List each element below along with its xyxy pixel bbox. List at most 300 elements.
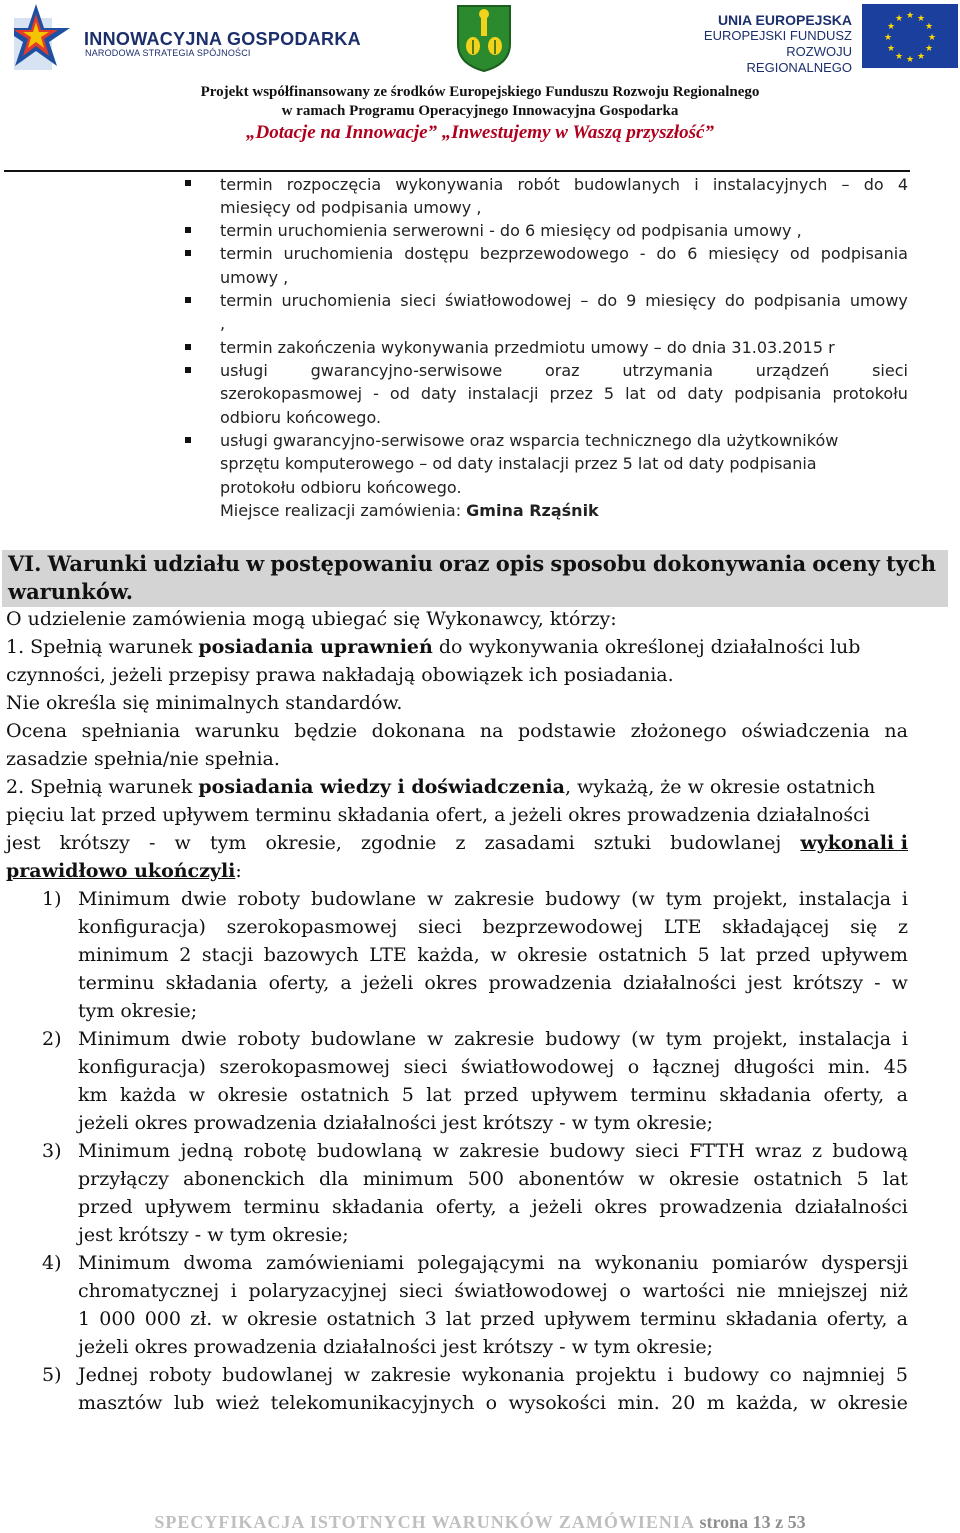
word: każda [119,1084,177,1106]
word: okres [594,1196,648,1218]
no-minimum-standards: Nie określa się minimalnych standardów. [6,692,403,714]
bullet-marker [185,180,191,186]
place-label: Miejsce realizacji zamówienia: [220,501,467,520]
word: oceny [812,551,880,576]
svg-text:★: ★ [905,11,915,21]
word: Jednej [78,1364,139,1386]
word: zgodnie [361,832,437,854]
word: Minimum [78,1028,171,1050]
word: konfiguracja) [78,916,206,938]
footer-label: SPECYFIKACJA ISTOTNYCH WARUNKÓW ZAMÓWIENIA [154,1512,700,1532]
ig-star-icon [14,4,72,70]
c2-pre: 2. Spełnią warunek [6,776,199,798]
list-item-number: 5) [42,1364,62,1386]
word: na [884,720,908,742]
word: przed [463,1084,519,1106]
word: z [897,916,908,938]
word: 000 [99,1308,136,1330]
word: abonenckich [183,1168,305,1190]
bullet-6-line-3: odbioru końcowego. [220,408,382,427]
word: 20 [671,1392,696,1414]
word: przed [755,944,811,966]
word: 3 [424,1308,437,1330]
c1-post: do wykonywania określonej działalności lub [432,636,861,658]
word: jest [6,832,41,854]
word: minimum [362,1168,454,1190]
eu-label-line2: EUROPEJSKI FUNDUSZ [703,28,852,43]
word: okresie [517,944,588,966]
bullet-6-line-2 [220,384,908,403]
word: bezprzewodowej [482,916,644,938]
word: termin [220,291,273,310]
word: zasadami [484,832,575,854]
word: okres [424,972,478,994]
list-item-5-line [78,1392,908,1414]
word: 000 [144,1308,181,1330]
word: i [901,888,908,910]
word: upływem [821,944,908,966]
word: niż [879,1280,908,1302]
word: instalacja [798,1028,892,1050]
list-item-4-line: jeżeli okres prowadzenia działalności jest krótszy - w tym okresie; [78,1336,714,1358]
header-divider [4,170,910,172]
word: dokonana [371,720,466,742]
word: o [619,1280,631,1302]
bullet-marker [185,297,191,303]
word: w [426,888,444,910]
svg-text:★: ★ [894,14,904,24]
word: wykonywania [395,175,504,194]
word: sieci [400,291,437,310]
condition-2-line-1 [6,776,875,798]
section-heading-line-2: warunków. [8,579,134,604]
word: ostatnich [300,1084,390,1106]
word: sztuki [593,832,652,854]
word: LTE [369,944,407,966]
word: łącznej [652,1056,721,1078]
bullet-4-line-1 [220,291,908,310]
word: okresie [668,1168,740,1190]
word: tym [665,1028,702,1050]
word: budowlanych [573,175,681,194]
word: konfiguracja) [78,1056,206,1078]
project-line-2: w ramach Programu Operacyjnego Innowacyjna Gospodarka [281,103,679,119]
word: Minimum [78,1252,171,1274]
word: od [656,384,677,403]
list-item-2-line [78,1056,908,1078]
assessment-line-1 [6,720,908,742]
word: krótszy [792,972,864,994]
word: terminu [78,972,155,994]
word: roboty [149,1364,212,1386]
word: dyspersji [821,1252,908,1274]
word: podpisania [820,244,908,263]
word: zakresie [370,1364,451,1386]
word: wartości [642,1280,725,1302]
word: 500 [467,1168,504,1190]
bullet-5: termin zakończenia wykonywania przedmiotu umowy – do dnia 31.03.2015 r [220,338,835,357]
list-item-4-line [78,1280,908,1302]
word: warunku [194,720,280,742]
word: jest [747,972,782,994]
word: sposobu [550,551,647,576]
word: Minimum [78,888,171,910]
word: - [874,972,881,994]
page-number: strona 13 z 53 [699,1512,806,1532]
word: 5 [603,384,615,403]
svg-text:★: ★ [916,14,926,24]
word: utrzymania [622,361,713,380]
word: daty [420,384,457,403]
word: a [896,1084,908,1106]
word: oferty, [823,1084,885,1106]
word: terminu [639,1308,717,1330]
word: spełniania [81,720,181,742]
eu-flag-icon [862,4,958,68]
bullet-1-line-1 [220,175,908,194]
word: w [809,1392,827,1414]
word: składania [719,1084,812,1106]
bullet-3-line-2: umowy , [220,268,289,287]
word: i [667,1364,674,1386]
eu-label-line3: ROZWOJU REGIONALNEGO [746,44,852,75]
bullet-marker [185,250,191,256]
word: a [508,1196,520,1218]
word: bazowych [263,944,359,966]
list-item-1-line [78,888,908,910]
word: działalności [794,1196,908,1218]
word: VI. [8,551,42,576]
word: przed [78,1196,133,1218]
word: uruchomienia [283,244,394,263]
word: sieci [403,1056,448,1078]
word: mniejszej [777,1280,868,1302]
bullet-4-line-2: , [220,314,226,333]
c2-post: , wykażą, że w okresie ostatnich [564,776,876,798]
word: w [891,972,908,994]
word: opis [495,551,545,576]
word: oferty, [268,972,330,994]
word: składania [165,972,258,994]
word: okresie [217,1084,288,1106]
word: upływem [144,1196,232,1218]
ig-title: INNOWACYJNA GOSPODARKA [84,29,361,49]
bullet-2: termin uruchomienia serwerowni - do 6 miesięcy od podpisania umowy , [220,221,802,240]
place-of-realization [220,501,599,520]
word: dwie [180,1028,227,1050]
list-item-3-line [78,1196,908,1218]
list-item-number: 2) [42,1028,62,1050]
list-item-3-line [78,1140,908,1162]
word: lat [720,944,746,966]
word: termin [220,175,273,194]
svg-text:★: ★ [905,55,915,65]
list-item-4-line [78,1252,908,1274]
word: i [230,1280,237,1302]
word: gwarancyjno-serwisowe [310,361,503,380]
word: terminu [243,1196,320,1218]
word: na [479,720,504,742]
word: i [694,175,699,194]
condition-2-line-4 [6,860,242,882]
project-slogan: „Dotacje na Innowacje” „Inwestujemy w Waszą przyszłość” [245,122,714,143]
word: budowy [683,1364,759,1386]
c2-bold: posiadania wiedzy i doświadczenia [198,776,565,798]
word: oraz [544,361,580,380]
condition-1-line-1 [6,636,860,658]
word: instalacji [467,384,539,403]
word: km [78,1084,108,1106]
bullet-1-line-2: miesięcy od podpisania umowy , [220,198,482,217]
word: na [557,1252,582,1274]
word: składania [725,1308,818,1330]
word: robotę [243,1140,307,1162]
c1-bold: posiadania uprawnień [198,636,433,658]
word: jedną [180,1140,234,1162]
word: oświadczenia [741,720,870,742]
word: a [340,972,352,994]
word: Warunki [47,551,148,576]
word: światłowodowej [445,291,572,310]
word: miesięcy [708,244,780,263]
word: bezprzewodowego [479,244,629,263]
word: przez [549,384,593,403]
word: telekomunikacyjnych [270,1392,475,1414]
word: każda, [417,944,480,966]
municipality-crest-icon [456,4,512,72]
word: podstawie [518,720,617,742]
word: udziału [153,551,241,576]
word: polaryzacyjnej [248,1280,388,1302]
word: protokołu [832,384,908,403]
word: umowy [849,291,908,310]
word: od [389,384,410,403]
word: 45 [883,1056,908,1078]
place-value: Gmina Rząśnik [466,501,599,520]
word: przyłączy [78,1168,169,1190]
list-item-1-line: tym okresie; [78,1000,198,1022]
word: działalności [622,972,737,994]
word: dwie [180,888,227,910]
eu-label-line1: UNIA EUROPEJSKA [717,12,852,28]
word: rozpoczęcia [286,175,382,194]
word: lat [426,1084,452,1106]
word: lat [625,384,646,403]
word: budowy [549,1140,625,1162]
word: nie [736,1280,766,1302]
page-footer [0,1512,960,1533]
word: postępowaniu [270,551,433,576]
svg-text:★: ★ [927,33,937,43]
word: 5 [856,1168,869,1190]
ig-subtitle: NARODOWA STRATEGIA SPÓJNOŚCI [85,48,251,58]
svg-text:★: ★ [886,22,896,32]
condition-1-line-2: czynności, jeżeli przepisy prawa nakładają obowiązek ich posiadania. [6,664,674,686]
word: - [639,244,646,263]
word: do [863,175,884,194]
word: podpisania [753,291,841,310]
word: z [811,1140,822,1162]
word: 6 [687,244,698,263]
word: jeżeli [531,1196,583,1218]
word: dwoma [183,1252,253,1274]
word: składania [331,1196,424,1218]
word: okresie [246,1308,318,1330]
innowacyjna-gospodarka-logo [14,4,361,72]
word: od [789,244,810,263]
list-item-5-line [78,1364,908,1386]
list-item-1-line [78,916,908,938]
word: szerokopasmowej [219,1056,391,1078]
word: termin [220,244,273,263]
bullet-marker [185,227,191,233]
word: wykonania [461,1364,565,1386]
word: wysokości [508,1392,607,1414]
list-item-number: 4) [42,1252,62,1274]
c1-pre: 1. Spełnią warunek [6,636,199,658]
word: usługi [220,361,268,380]
list-item-3-line [78,1168,908,1190]
bullet-marker [185,367,191,373]
word: prowadzenia [659,1196,783,1218]
word: sieci [417,916,462,938]
word: światłowodowej [460,1056,615,1078]
word: chromatycznej [78,1280,220,1302]
word: budowy [545,888,621,910]
svg-text:★: ★ [916,52,926,62]
word: w [432,1140,449,1162]
word: LTE [663,916,702,938]
word: co [769,1364,792,1386]
word: okresie, [265,832,342,854]
word: składającej [722,916,830,938]
word: jeżeli [362,972,414,994]
word: roboty [237,1028,301,1050]
word: roboty [237,888,301,910]
word: wraz [754,1140,802,1162]
word: lat [882,1168,908,1190]
word: do [656,244,677,263]
word: zakresie [459,1140,540,1162]
word: budowy [545,1028,621,1050]
word: będzie [294,720,358,742]
word: o [485,1392,498,1414]
condition-2-line-3 [6,832,908,854]
word: 5 [895,1364,908,1386]
list-item-4-line [78,1308,908,1330]
word: 2 [179,944,192,966]
colon: : [235,860,242,882]
list-item-2-line [78,1028,908,1050]
word: (w [631,1028,655,1050]
word: z [455,832,466,854]
word: każda, [736,1392,799,1414]
word: instalacyjnych [712,175,828,194]
word: lat [445,1308,471,1330]
word: m [706,1392,725,1414]
word: projektu [575,1364,657,1386]
word: Minimum [78,1140,171,1162]
word: okresie [837,1392,908,1414]
word: polegającymi [417,1252,545,1274]
condition-2-line-2: pięciu lat przed upływem terminu składania ofert, a jeżeli okres prowadzenia działalności [6,804,870,826]
word: lub [173,1392,205,1414]
word: oferty, [435,1196,497,1218]
completed-underlined: prawidłowo ukończyli [6,860,236,882]
list-item-1-line [78,944,908,966]
word: a [896,1308,908,1330]
word: wież [215,1392,260,1414]
word: dostępu [404,244,469,263]
word: 5 [697,944,710,966]
word: długości [733,1056,815,1078]
word: - [148,832,156,854]
list-item-2-line [78,1084,908,1106]
list-item-1-line [78,972,908,994]
word: światłowodowej [454,1280,608,1302]
word: do [724,291,745,310]
word: masztów [78,1392,163,1414]
bullet-7-line-1: usługi gwarancyjno-serwisowe oraz wsparcia technicznego dla użytkowników [220,431,839,450]
word: budowlane [310,1028,417,1050]
word: w [343,1364,361,1386]
word: i [901,1028,908,1050]
word: zakresie [454,1028,535,1050]
word: w [638,1168,655,1190]
word: minimum [78,944,169,966]
list-item-number: 3) [42,1140,62,1162]
svg-text:★: ★ [924,22,934,32]
word: oraz [439,551,490,576]
bullet-6-line-1 [220,361,908,380]
eu-fund-label [680,12,852,76]
word: 5 [401,1084,414,1106]
word: instalacja [798,888,892,910]
word: FTTH [689,1140,745,1162]
word: podpisania [734,384,822,403]
word: w [490,944,507,966]
list-item-number: 1) [42,888,62,910]
word: przed [480,1308,535,1330]
svg-text:★: ★ [924,44,934,54]
word: pomiarów [712,1252,808,1274]
word: w [246,551,265,576]
intro-text: O udzielenie zamówienia mogą ubiegać się Wykonawcy, którzy: [6,608,617,630]
word: min. [827,1056,871,1078]
svg-text:★: ★ [894,52,904,62]
section-heading-line-1 [8,551,936,576]
word: budowlanej [670,832,782,854]
word: - [373,384,379,403]
word: upływem [530,1084,618,1106]
word: w [188,1084,206,1106]
word: budowlaną [317,1140,423,1162]
word: krótszy [59,832,130,854]
word: 4 [897,175,908,194]
word: 9 [626,291,637,310]
bullet-7-line-2: sprzętu komputerowego – od daty instalacji przez 5 lat od daty podpisania [220,454,817,473]
word: zamówieniami [265,1252,405,1274]
word: – [841,175,850,194]
word: tym [209,832,247,854]
word: sieci [398,1280,443,1302]
word: dokonywania [652,551,807,576]
word: w [221,1308,238,1330]
word: złożonego [630,720,727,742]
word: się [850,916,878,938]
word: zł. [190,1308,213,1330]
word: daty [687,384,724,403]
